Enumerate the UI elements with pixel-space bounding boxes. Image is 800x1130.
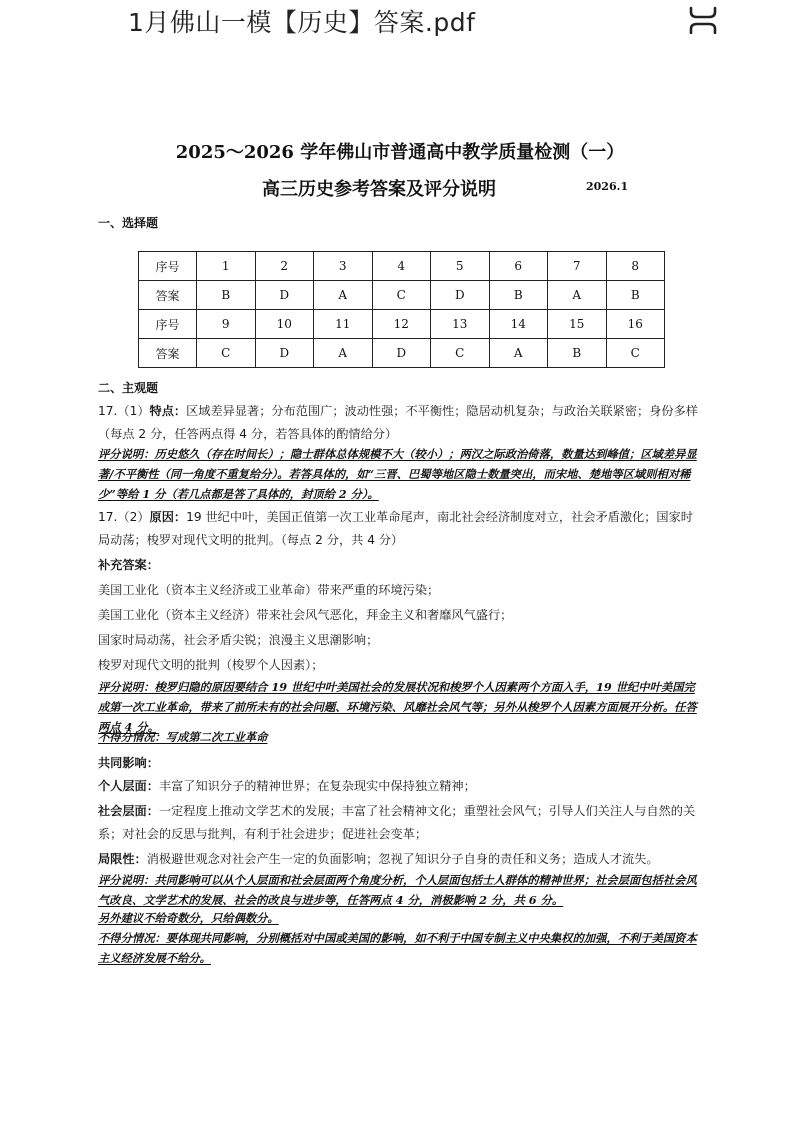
table-cell: B	[197, 281, 256, 310]
table-cell: 3	[314, 252, 373, 281]
social-text: 一定程度上推动文学艺术的发展；丰富了社会精神文化；重塑社会风气；引导人们关注人与自然的关系；对社会的反思与批判，有利于社会进步；促进社会变革；	[98, 804, 696, 841]
table-cell: A	[314, 281, 373, 310]
limitation-text: 消极避世观念对社会产生一定的负面影响；忽视了知识分子自身的责任和义务；造成人才流失。	[146, 852, 659, 866]
table-cell: C	[606, 339, 665, 368]
table-cell: 6	[489, 252, 548, 281]
q17-2-no-score: 不得分情况：写成第二次工业革命	[98, 730, 268, 744]
table-cell: 10	[255, 310, 314, 339]
q17-2-label: 原因：	[149, 510, 187, 524]
table-row	[139, 310, 665, 339]
table-row	[139, 281, 665, 310]
q17-1-prefix: 17.（1）	[98, 404, 150, 418]
common-impact-label: 共同影响：	[98, 756, 159, 770]
table-cell: 9	[197, 310, 256, 339]
q17-1-text: 区域差异显著；分布范围广；波动性强；不平衡性；隐居动机复杂；与政治关联紧密；身份多样（每点 2 分，任答两点得 4 分，若答具体的酌情给分）	[98, 404, 698, 441]
table-cell: D	[431, 281, 490, 310]
personal-label: 个人层面：	[98, 779, 159, 793]
section-subjective: 二、主观题	[98, 381, 159, 395]
table-cell: 答案	[139, 339, 197, 368]
table-cell: 4	[372, 252, 431, 281]
table-cell: B	[489, 281, 548, 310]
table-cell: 序号	[139, 310, 197, 339]
table-cell: 11	[314, 310, 373, 339]
table-cell: D	[255, 281, 314, 310]
table-row	[139, 252, 665, 281]
answer-table	[138, 251, 665, 368]
table-cell: 16	[606, 310, 665, 339]
table-cell: A	[489, 339, 548, 368]
table-cell: 5	[431, 252, 490, 281]
common-scoring-note: 评分说明：共同影响可以从个人层面和社会层面两个角度分析，个人层面包括士人群体的精神世界；社会层面包括社会风气改良、文学艺术的发展、社会的改良与进步等，任答两点 4 分，消极影响 2 分，共 6 分。	[98, 873, 697, 907]
q17-1-label: 特点：	[149, 404, 187, 418]
q17-1-answer	[98, 400, 702, 445]
table-cell: 14	[489, 310, 548, 339]
supplement-line: 梭罗对现代文明的批判（梭罗个人因素）；	[98, 658, 324, 672]
table-row	[139, 339, 665, 368]
doc-date: 2026.1	[586, 180, 629, 193]
q17-2-answer	[98, 506, 702, 551]
q17-2-text: 19 世纪中叶，美国正值第一次工业革命尾声，南北社会经济制度对立，社会矛盾激化；国家时局动荡；梭罗对现代文明的批判。（每点 2 分，共 4 分）	[98, 510, 693, 547]
document-title: 1月佛山一模【历史】答案.pdf	[128, 8, 476, 37]
table-cell: 7	[548, 252, 607, 281]
table-cell: C	[431, 339, 490, 368]
q17-2-prefix: 17.（2）	[98, 510, 150, 524]
limitation	[98, 848, 702, 871]
table-cell: 序号	[139, 252, 197, 281]
table-cell: 8	[606, 252, 665, 281]
table-cell: 15	[548, 310, 607, 339]
q17-2-scoring-note: 评分说明：梭罗归隐的原因要结合 19 世纪中叶美国社会的发展状况和梭罗个人因素两个方面入手，19 世纪中叶美国完成第一次工业革命，带来了前所未有的社会问题、环境污染、风靡社会风气等；另外从梭罗个人因素方面展开分析。任答两点 4 分。	[98, 680, 697, 734]
table-cell: 12	[372, 310, 431, 339]
personal-text: 丰富了知识分子的精神世界；在复杂现实中保持独立精神；	[158, 779, 476, 793]
section-choice: 一、选择题	[98, 216, 159, 230]
table-cell: D	[255, 339, 314, 368]
table-cell: A	[314, 339, 373, 368]
personal-level	[98, 775, 702, 798]
table-cell: B	[606, 281, 665, 310]
table-cell: B	[548, 339, 607, 368]
pdf-page[interactable]	[0, 40, 800, 1130]
table-cell: 2	[255, 252, 314, 281]
social-label: 社会层面：	[98, 804, 159, 818]
table-cell: D	[372, 339, 431, 368]
viewer-header	[0, 0, 800, 40]
supplement-line: 美国工业化（资本主义经济或工业革命）带来严重的环境污染；	[98, 583, 440, 597]
table-cell: 答案	[139, 281, 197, 310]
supplement-line: 国家时局动荡，社会矛盾尖锐；浪漫主义思潮影响；	[98, 633, 379, 647]
table-cell: 1	[197, 252, 256, 281]
table-cell: C	[372, 281, 431, 310]
answer-title: 高三历史参考答案及评分说明	[262, 179, 496, 200]
table-cell: 13	[431, 310, 490, 339]
q17-1-scoring-note: 评分说明：历史悠久（存在时间长）；隐士群体总体规模不大（较小）；两汉之际政治倚落，数量达到峰值；区域差异显著/不平衡性（同一角度不重复给分）。若答具体的，如“三晋、巴蜀等地区隐士数量突出，而宋地、楚地等区域则相对稀少”等给 1 分（若几点都是答了具体的，封顶给 2 分）。	[98, 447, 697, 501]
supplement-label: 补充答案：	[98, 558, 159, 572]
supplement-line: 美国工业化（资本主义经济）带来社会风气恶化，拜金主义和奢靡风气盛行；	[98, 608, 513, 622]
table-cell: C	[197, 339, 256, 368]
table-cell: A	[548, 281, 607, 310]
exam-title: 2025～2026 学年佛山市普通高中教学质量检测（一）	[175, 142, 625, 163]
limitation-label: 局限性：	[98, 852, 147, 866]
common-scoring-note-2: 另外建议不给奇数分，只给偶数分。	[98, 911, 279, 925]
social-level	[98, 800, 702, 845]
bracket-icon[interactable]	[688, 6, 718, 34]
common-no-score: 不得分情况：要体现共同影响，分别概括对中国或美国的影响，如不利于中国专制主义中央集权的加强，不利于美国资本主义经济发展不给分。	[98, 931, 697, 965]
